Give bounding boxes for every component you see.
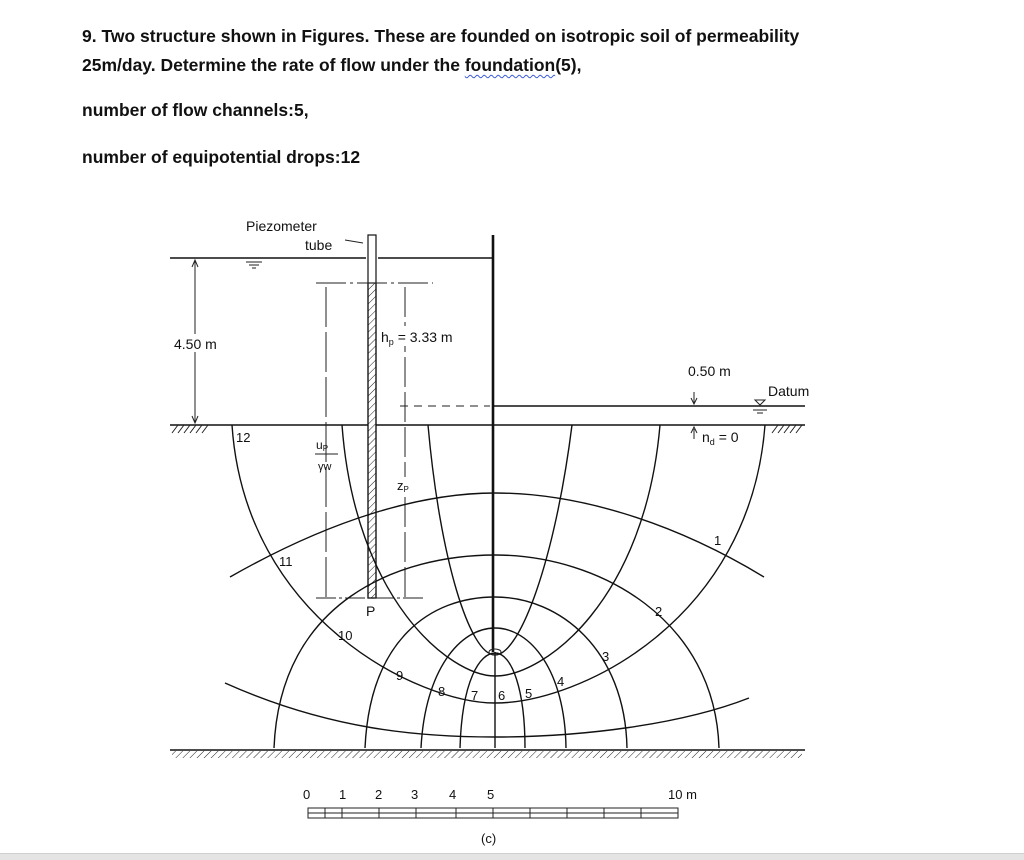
zp-label: zP	[397, 478, 409, 494]
spellcheck-underlined-word[interactable]: foundation	[464, 55, 556, 75]
scale-tick: 5	[487, 787, 495, 802]
scale-tick: 4	[449, 787, 457, 802]
flow-line-3	[232, 425, 765, 703]
gamma-w-label: γw	[318, 461, 332, 473]
piezometer-label: Piezometer	[246, 218, 317, 234]
upper-curve	[230, 493, 764, 577]
flow-channels-text: number of flow channels:5,	[82, 100, 309, 120]
datum-label: Datum	[768, 383, 810, 399]
scale-tick: 0	[303, 787, 311, 802]
scale-tick: 1	[339, 787, 347, 802]
equipotential-numbers	[236, 430, 721, 703]
equipotential-arch-1	[274, 555, 719, 748]
base-hatch	[172, 751, 802, 758]
question-line-2-suffix: (5),	[555, 55, 582, 75]
point-p-label: P	[366, 603, 376, 619]
up-label: uP	[316, 438, 329, 453]
question-line-2-prefix: 25m/day. Determine the rate of flow under the	[82, 55, 465, 75]
tailwater-label: 0.50 m	[688, 363, 731, 379]
equipotential-number: 4	[557, 674, 565, 689]
equipotential-number: 11	[279, 554, 293, 569]
scale-bar	[303, 787, 697, 818]
equipotential-number: 3	[602, 649, 610, 664]
question-line-1: 9. Two structure shown in Figures. These are founded on isotropic soil of permeability	[82, 26, 800, 46]
equipotential-number: 9	[396, 668, 404, 683]
equipotential-drops-text: number of equipotential drops:12	[82, 147, 361, 167]
tube-label: tube	[305, 237, 333, 253]
scale-tick: 3	[411, 787, 419, 802]
equipotential-number: 1	[714, 533, 722, 548]
water-surface-symbol	[246, 262, 262, 268]
tube-leader-line	[345, 240, 363, 243]
hp-label: $h_p = 3.33$ m	[381, 329, 453, 347]
lower-curve	[225, 683, 749, 737]
equipotential-number: 7	[471, 688, 479, 703]
equipotential-number: 2	[655, 604, 663, 619]
equipotential-number: 12	[236, 430, 251, 445]
ground-hatch-right	[772, 425, 802, 433]
equipotential-number: 6	[498, 688, 506, 703]
nd-label: $n_d = 0$	[702, 429, 739, 447]
flow-line-2	[342, 425, 663, 676]
tailwater-dimension	[691, 392, 697, 439]
flow-line-1	[428, 425, 572, 655]
equipotential-number: 8	[438, 684, 446, 699]
scale-tick: 10 m	[668, 787, 697, 802]
equipotential-number: 5	[525, 686, 533, 701]
scale-tick: 2	[375, 787, 383, 802]
head-label: 4.50 m	[174, 336, 217, 352]
figure-caption: (c)	[481, 831, 497, 846]
ground-hatch-left	[172, 425, 208, 433]
equipotential-number: 10	[338, 628, 353, 643]
